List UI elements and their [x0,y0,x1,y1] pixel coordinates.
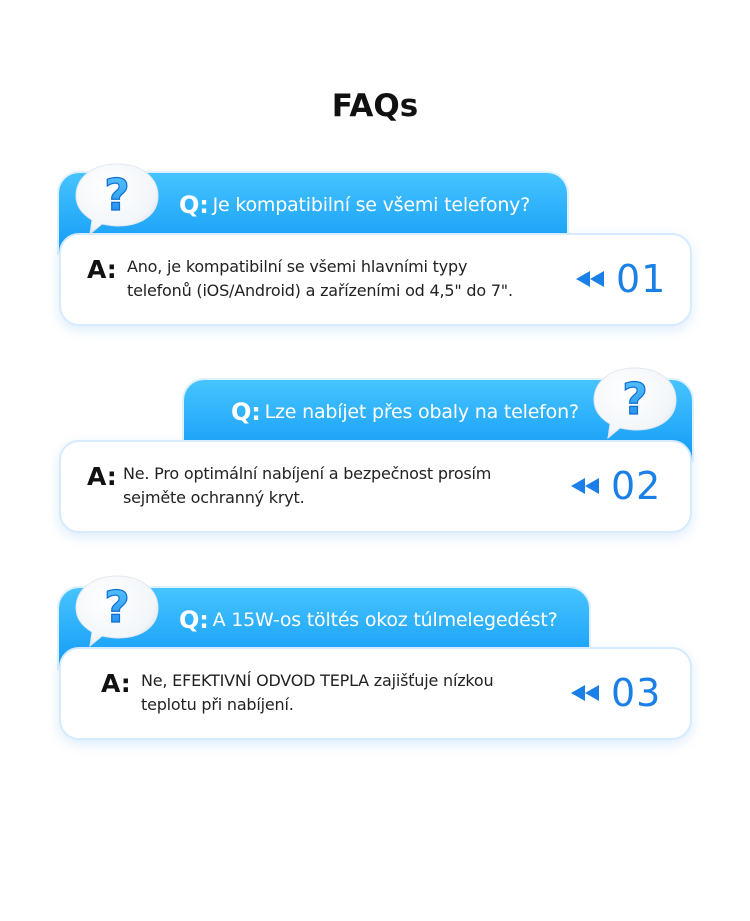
question-text [231,398,579,426]
page-title: FAQs [331,88,419,124]
answer-line-1: Ano, je kompatibilní se všemi hlavními typy [127,257,468,276]
faq-number: 02 [611,464,662,508]
answer-text [141,669,493,717]
answer-card [59,440,692,533]
answer-mark-label: A: [87,462,117,491]
rewind-arrows-icon [576,271,606,287]
question-mark-label: Q: [231,398,261,426]
question-label: A 15W-os töltés okoz túlmelegedést? [212,609,558,631]
answer-card [59,233,692,326]
answer-line-1: Ne, EFEKTIVNÍ ODVOD TEPLA zajišťuje nízkou [141,671,494,690]
number-group [576,257,666,301]
answer-text [127,255,513,303]
question-bubble-icon [72,570,162,650]
faq-number: 01 [616,257,667,301]
question-bubble-icon [72,158,162,238]
rewind-arrows-icon [571,685,601,701]
answer-card [59,647,692,740]
question-text [179,191,530,219]
question-bubble-icon [590,362,680,442]
answer-line-1: Ne. Pro optimální nabíjení a bezpečnost prosím [123,464,492,483]
faq-number: 03 [611,671,662,715]
number-group [571,464,661,508]
number-group [571,671,661,715]
faq-item-2 [0,362,750,562]
answer-line-2: teplotu při nabíjení. [141,695,294,714]
faq-item-3 [0,570,750,770]
answer-mark-label: A: [101,669,131,698]
faq-item-1 [0,158,750,358]
question-label: Lze nabíjet přes obaly na telefon? [264,401,579,423]
answer-mark-label: A: [87,255,117,284]
answer-line-2: telefonů (iOS/Android) a zařízeními od 4,5" do 7". [127,281,513,300]
question-mark-label: Q: [179,606,209,634]
rewind-arrows-icon [571,478,601,494]
answer-text [123,462,491,510]
question-mark-label: Q: [179,191,209,219]
question-text [179,606,558,634]
answer-line-2: sejměte ochranný kryt. [123,488,305,507]
question-label: Je kompatibilní se všemi telefony? [212,194,531,216]
